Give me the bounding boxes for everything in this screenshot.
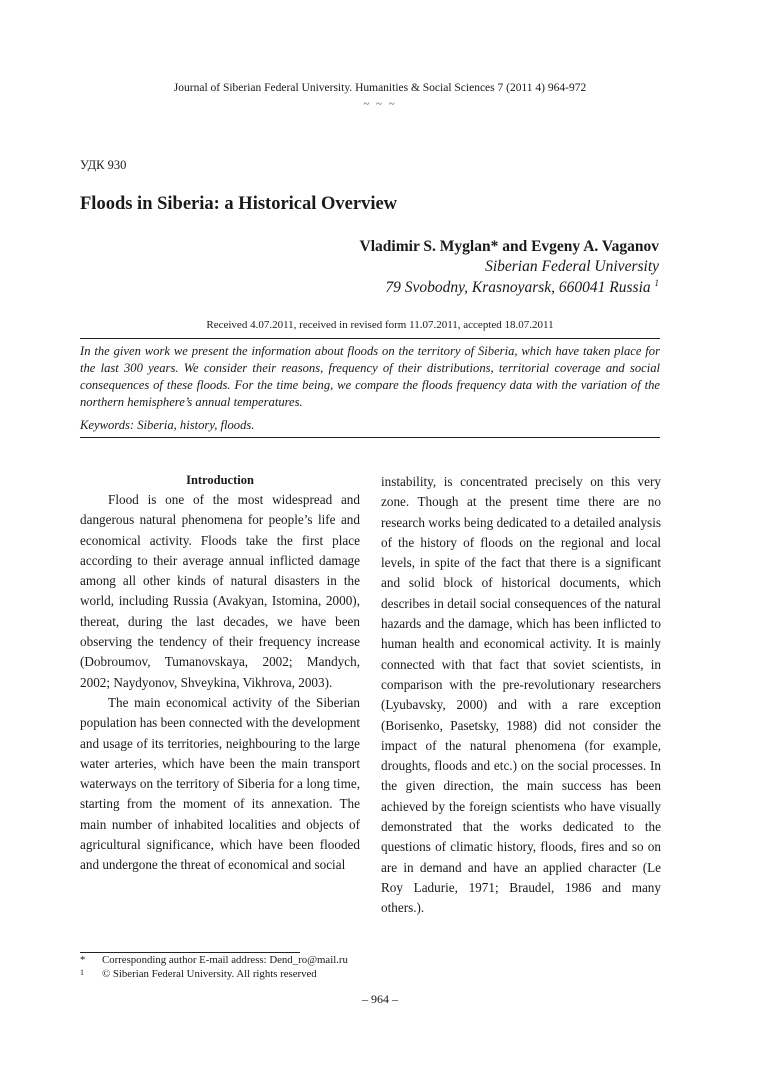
paragraph: The main economical activity of the Siberian population has been connected with the development and usage of its territories, neighbouring to the large water arteries, which have been the main transport waterways on the territory of Siberia for a long time, starting from the moment of its annexation. The main number of inhabited localities and objects of agricultural significance, which have been flooded and undergone the threat of economical and social: [80, 694, 360, 873]
abstract-bottom-rule: [80, 437, 660, 438]
submission-dates: Received 4.07.2011, received in revised form 11.07.2011, accepted 18.07.2011: [206, 319, 554, 331]
body-column-right: [381, 472, 661, 919]
abstract: In the given work we present the information about floods on the territory of Siberia, which have taken place for the last 300 years. We consider their reasons, frequency of their distributions, territorial coverage and social consequences of these floods. For the time being, we compare the floods frequency data with the variation of the northern hemisphere’s annual temperatures.: [80, 344, 660, 409]
author-names: Vladimir S. Myglan* and Evgeny A. Vaganov: [359, 238, 659, 255]
page-number: – 964 –: [362, 992, 398, 1006]
paper-title: Floods in Siberia: a Historical Overview: [80, 194, 398, 214]
abstract-top-rule: [80, 338, 660, 339]
keywords: Keywords: Siberia, history, floods.: [80, 418, 255, 432]
address-text: 79 Svobodny, Krasnoyarsk, 660041 Russia: [385, 279, 651, 297]
footnote-mark: *: [80, 954, 86, 966]
footnote-mark: 1: [80, 968, 84, 977]
header-ornament: ~ ~ ~: [363, 98, 397, 110]
udk-code: УДК 930: [80, 158, 127, 172]
footnote-text: Corresponding author E-mail address: Dend_ro@mail.ru: [102, 954, 348, 966]
footnote: [80, 954, 348, 966]
author-address: [385, 278, 659, 297]
footnote-text: © Siberian Federal University. All rights reserved: [102, 968, 317, 980]
journal-header: Journal of Siberian Federal University. Humanities & Social Sciences 7 (2011 4) 964-972: [173, 82, 587, 94]
address-footnote-mark: 1: [654, 278, 659, 288]
body-column-left: [80, 470, 360, 876]
footnote: [80, 968, 317, 980]
section-heading-introduction: Introduction: [186, 473, 254, 487]
paragraph: Flood is one of the most widespread and dangerous natural phenomena for people’s life and economical activity. Floods take the first place according to their average annual inflicted damage among all other kinds of natural disasters in the world, including Russia (Avakyan, Istomina, 2000), thereat, during the last decades, we have been observing the tendency of their frequency increase (Dobroumov, Tumanovskaya, 2002; Mandych, 2002; Naydyonov, Shveykina, Vikhrova, 2003).: [80, 492, 360, 690]
footnote-rule: [80, 952, 300, 953]
author-affiliation: Siberian Federal University: [485, 258, 659, 275]
paragraph: instability, is concentrated precisely on this very zone. Though at the present time there are no research works being dedicated to a detailed analysis of the history of floods on the regional and local levels, in spite of the fact that there is a significant and solid block of historical documents, which describes in detail social consequences of the natural hazards and the damage, which has been inflicted to human health and economical activity. It is mainly connected with that fact that soviet scientists, in comparison with the pre-revolutionary researchers (Lyubavsky, 2000) and with a rare exception (Borisenko, Pasetsky, 1988) did not consider the impact of the natural phenomena (for example, droughts, floods and etc.) on the social processes. In the given direction, the main success has been achieved by the foreign scientists who have visually demonstrated that the works dedicated to the questions of climatic history, floods, fires and so on are in demand and have an applied character (Le Roy Ladurie, 1971; Braudel, 1986 and many others.).: [381, 474, 661, 916]
